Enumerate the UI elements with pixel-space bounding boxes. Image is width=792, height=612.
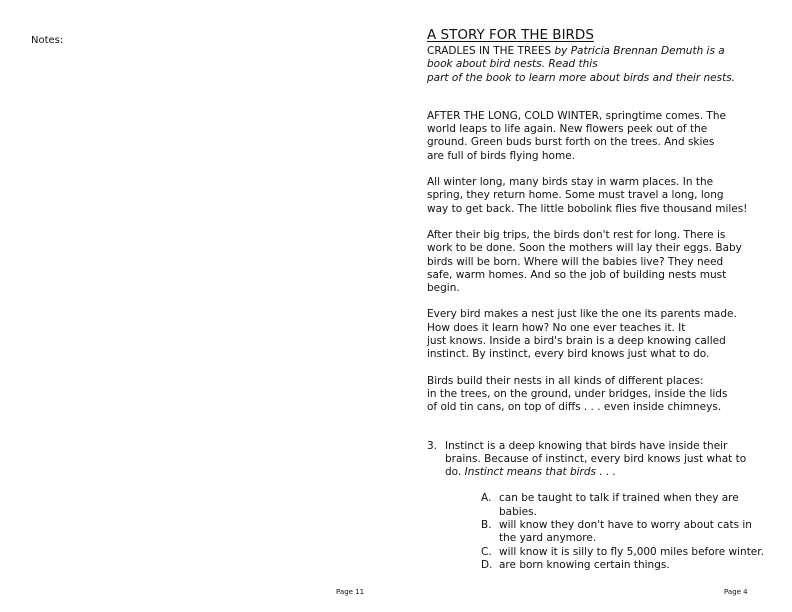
paragraph-line: ground. Green buds burst forth on the trees. And skies bbox=[427, 136, 715, 149]
choice-letter: C. bbox=[481, 545, 492, 558]
paragraph-line: AFTER THE LONG, COLD WINTER, springtime comes. The bbox=[427, 109, 726, 122]
book-title: CRADLES IN THE TREES bbox=[427, 45, 552, 57]
choice-c[interactable] bbox=[481, 546, 772, 559]
story-column bbox=[427, 28, 772, 572]
choice-text: will know they don't have to worry about cats in bbox=[499, 519, 752, 532]
paragraph-line: just knows. Inside a bird's brain is a deep knowing called bbox=[427, 335, 726, 348]
question-line-3-plain: do. bbox=[445, 466, 465, 479]
choice-b[interactable] bbox=[481, 519, 772, 546]
intro-line-1 bbox=[427, 45, 772, 58]
choice-text: will know it is silly to fly 5,000 miles before winter. bbox=[499, 545, 764, 558]
page-number-right: Page 4 bbox=[724, 588, 748, 596]
story-intro bbox=[427, 45, 772, 85]
paragraph-line: of old tin cans, on top of diffs . . . even inside chimneys. bbox=[427, 401, 722, 414]
story-title: A STORY FOR THE BIRDS bbox=[427, 27, 594, 43]
paragraph-line: work to be done. Soon the mothers will lay their eggs. Baby bbox=[427, 242, 742, 255]
question-line bbox=[445, 466, 772, 479]
choice-text: babies. bbox=[499, 505, 537, 518]
choice-letter: B. bbox=[481, 519, 492, 532]
paragraph-line: Every bird makes a nest just like the one its parents made. bbox=[427, 308, 737, 321]
paragraph-line: birds will be born. Where will the babies live? They need bbox=[427, 255, 724, 268]
story-paragraph-2 bbox=[427, 176, 772, 216]
paragraph-line: are full of birds flying home. bbox=[427, 149, 575, 162]
paragraph-line: safe, warm homes. And so the job of building nests must bbox=[427, 268, 727, 281]
question-3 bbox=[427, 440, 772, 573]
choice-a[interactable] bbox=[481, 492, 772, 519]
question-line: Instinct is a deep knowing that birds have inside their bbox=[445, 439, 728, 452]
story-paragraph-5 bbox=[427, 375, 772, 415]
story-paragraph-3 bbox=[427, 229, 772, 295]
choice-letter: A. bbox=[481, 492, 492, 505]
page-number-left: Page 11 bbox=[336, 588, 365, 596]
choice-text: are born knowing certain things. bbox=[499, 558, 670, 571]
paragraph-line: begin. bbox=[427, 282, 460, 295]
paragraph-line: instinct. By instinct, every bird knows just what to do. bbox=[427, 348, 710, 361]
paragraph-line: Birds build their nests in all kinds of different places: bbox=[427, 374, 704, 387]
paragraph-line: way to get back. The little bobolink flies five thousand miles! bbox=[427, 202, 748, 215]
intro-line-1-rest: by Patricia Brennan Demuth is a bbox=[551, 45, 725, 57]
question-prompt: Instinct means that birds . . . bbox=[464, 466, 617, 479]
choice-text: can be taught to talk if trained when they are bbox=[499, 492, 739, 505]
answer-choices bbox=[445, 492, 772, 572]
choice-text: the yard anymore. bbox=[499, 532, 597, 545]
paragraph-line: How does it learn how? No one ever teaches it. It bbox=[427, 321, 686, 334]
choice-letter: D. bbox=[481, 558, 493, 571]
paragraph-line: spring, they return home. Some must travel a long, long bbox=[427, 189, 724, 202]
notes-label: Notes: bbox=[31, 35, 64, 46]
intro-line-2: book about bird nests. Read this bbox=[427, 58, 598, 71]
question-stem bbox=[445, 440, 772, 573]
story-paragraph-1 bbox=[427, 110, 772, 163]
paragraph-line: world leaps to life again. New flowers peek out of the bbox=[427, 123, 708, 136]
question-number: 3. bbox=[427, 439, 438, 452]
paragraph-line: in the trees, on the ground, under bridges, inside the lids bbox=[427, 387, 728, 400]
choice-d[interactable] bbox=[481, 559, 772, 572]
question-line: brains. Because of instinct, every bird knows just what to bbox=[445, 452, 747, 465]
paragraph-line: All winter long, many birds stay in warm places. In the bbox=[427, 176, 714, 189]
intro-line-3: part of the book to learn more about birds and their nests. bbox=[427, 71, 736, 84]
story-paragraph-4 bbox=[427, 308, 772, 361]
paragraph-line: After their big trips, the birds don't rest for long. There is bbox=[427, 228, 726, 241]
